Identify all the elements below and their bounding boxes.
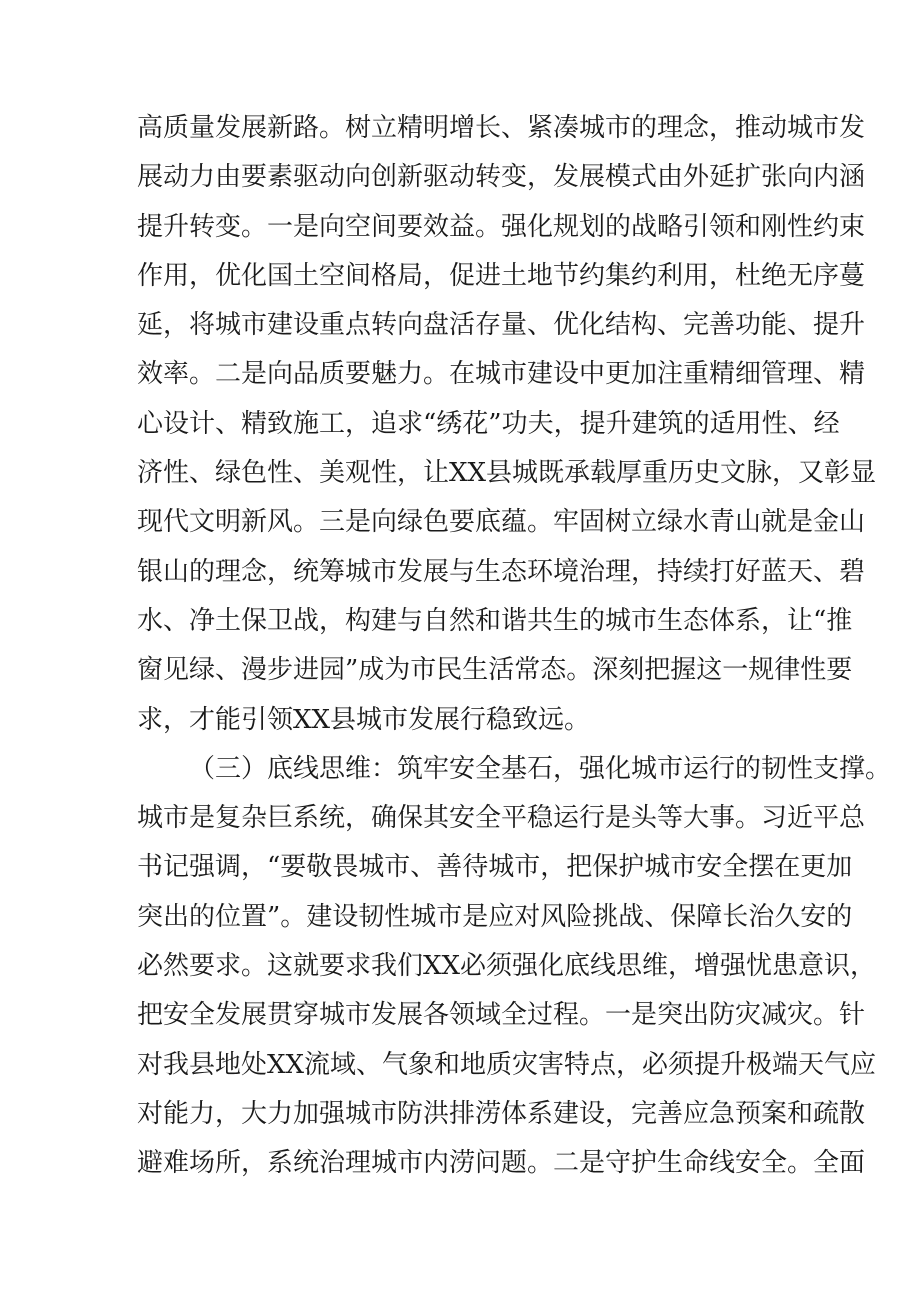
- text-line: 窗见绿、漫步进园”成为市民生活常态。深刻把握这一规律性要: [137, 655, 853, 686]
- text-line: 避难场所，系统治理城市内涝问题。二是守护生命线安全。全面: [137, 1148, 866, 1179]
- text-line: 展动力由要素驱动向创新驱动转变，发展模式由外延扩张向内涵: [137, 162, 866, 193]
- text-line: 把安全发展贯穿城市发展各领域全过程。一是突出防灾减灾。针: [137, 1000, 866, 1031]
- text-line: 济性、绿色性、美观性，让XX县城既承载厚重历史文脉，又彰显: [137, 458, 877, 489]
- text-line: 作用，优化国土空间格局，促进土地节约集约利用，杜绝无序蔓: [137, 260, 866, 291]
- text-line: 突出的位置”。建设韧性城市是应对风险挑战、保障长治久安的: [137, 901, 853, 932]
- text-line: 心设计、精致施工，追求“绣花”功夫，提升建筑的适用性、经: [137, 408, 840, 439]
- text-line: 延，将城市建设重点转向盘活存量、优化结构、完善功能、提升: [137, 310, 866, 341]
- text-line: 城市是复杂巨系统，确保其安全平稳运行是头等大事。习近平总: [137, 803, 866, 834]
- text-line: 对能力，大力加强城市防洪排涝体系建设，完善应急预案和疏散: [137, 1098, 866, 1129]
- text-line: 提升转变。一是向空间要效益。强化规划的战略引领和刚性约束: [137, 211, 866, 242]
- paragraph-urban-development: [137, 104, 877, 745]
- text-line: 水、净土保卫战，构建与自然和谐共生的城市生态体系，让“推: [137, 605, 853, 636]
- paragraph-bottom-line-thinking: [137, 745, 892, 1189]
- text-line: 现代文明新风。三是向绿色要底蕴。牢固树立绿水青山就是金山: [137, 507, 866, 538]
- text-line: 银山的理念，统筹城市发展与生态环境治理，持续打好蓝天、碧: [137, 556, 866, 587]
- text-line: 对我县地处XX流域、气象和地质灾害特点，必须提升极端天气应: [137, 1049, 877, 1080]
- text-line: 高质量发展新路。树立精明增长、紧凑城市的理念，推动城市发: [137, 113, 866, 143]
- text-line: 书记强调，“要敬畏城市、善待城市，把保护城市安全摆在更加: [137, 852, 853, 883]
- section-heading-line: （三）底线思维：筑牢安全基石，强化城市运行的韧性支撑。: [189, 753, 892, 784]
- text-line: 必然要求。这就要求我们XX必须强化底线思维，增强忧患意识，: [137, 951, 877, 982]
- text-line: 求，才能引领XX县城市发展行稳致远。: [137, 704, 591, 735]
- document-body: [137, 104, 892, 1189]
- text-line: 效率。二是向品质要魅力。在城市建设中更加注重精细管理、精: [137, 359, 866, 390]
